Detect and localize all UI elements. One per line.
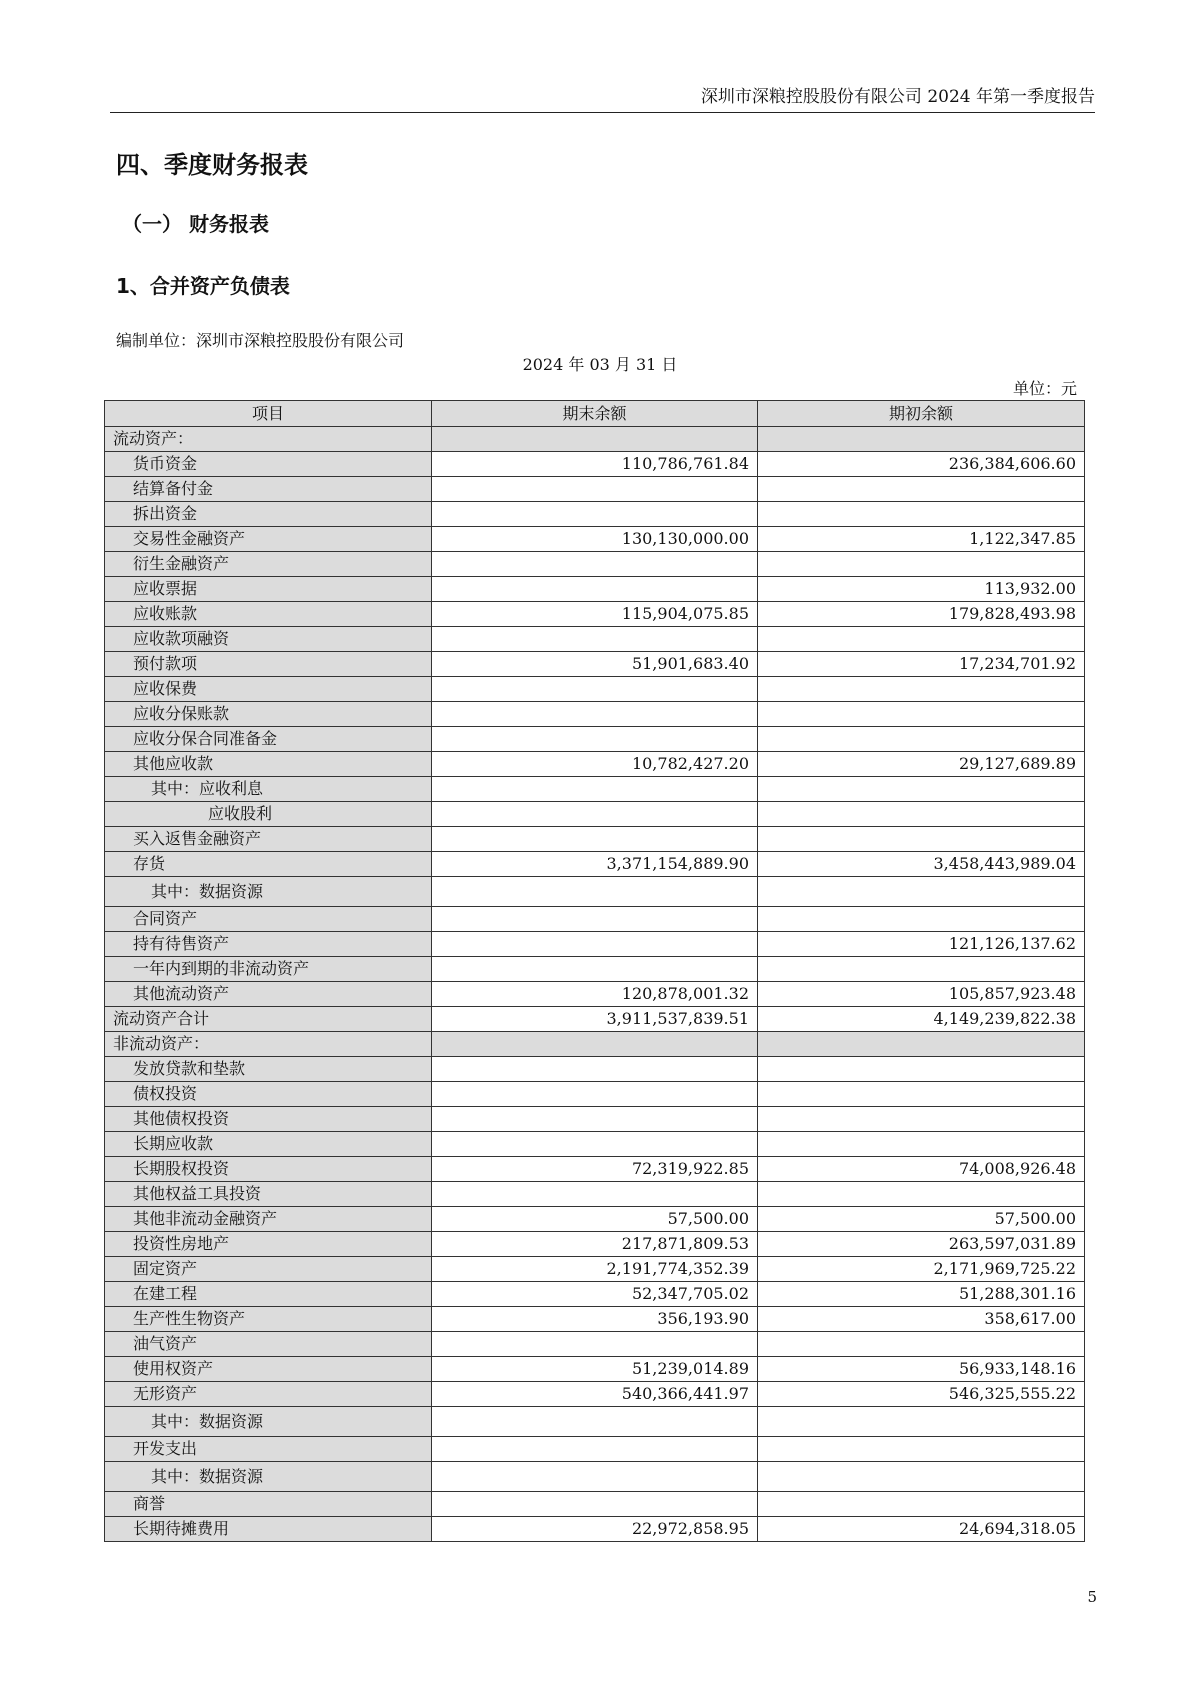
table-row: [105, 1492, 1085, 1517]
row-label: 发放贷款和垫款: [105, 1057, 432, 1082]
period-begin-value: 546,325,555.22: [758, 1382, 1085, 1407]
period-end-value: 115,904,075.85: [432, 602, 758, 627]
period-begin-value: 113,932.00: [758, 577, 1085, 602]
row-label: 衍生金融资产: [105, 552, 432, 577]
period-end-value: [432, 477, 758, 502]
row-label: 买入返售金融资产: [105, 827, 432, 852]
table-row: [105, 1382, 1085, 1407]
row-label: 其中：数据资源: [105, 1407, 432, 1437]
period-end-value: [432, 957, 758, 982]
period-begin-value: [758, 1462, 1085, 1492]
period-end-value: [432, 1437, 758, 1462]
row-label: 生产性生物资产: [105, 1307, 432, 1332]
period-begin-value: [758, 1032, 1085, 1057]
report-date: 2024 年 03 月 31 日: [522, 355, 678, 374]
period-end-value: [432, 932, 758, 957]
table-row: [105, 652, 1085, 677]
row-label: 应收分保合同准备金: [105, 727, 432, 752]
row-label: 其他流动资产: [105, 982, 432, 1007]
table-row: [105, 752, 1085, 777]
period-end-value: [432, 907, 758, 932]
period-end-value: 217,871,809.53: [432, 1232, 758, 1257]
row-label: 在建工程: [105, 1282, 432, 1307]
period-end-value: [432, 1082, 758, 1107]
period-begin-value: [758, 627, 1085, 652]
table-row: [105, 727, 1085, 752]
row-label: 长期应收款: [105, 1132, 432, 1157]
period-end-value: [432, 1332, 758, 1357]
row-label: 无形资产: [105, 1382, 432, 1407]
row-label: 其他应收款: [105, 752, 432, 777]
balance-sheet-table: [104, 400, 1085, 1542]
period-begin-value: [758, 477, 1085, 502]
period-begin-value: [758, 502, 1085, 527]
table-row: [105, 1307, 1085, 1332]
row-label: 应收保费: [105, 677, 432, 702]
period-begin-value: [758, 427, 1085, 452]
period-end-value: [432, 1057, 758, 1082]
period-end-value: 3,371,154,889.90: [432, 852, 758, 877]
reporting-entity: 编制单位：深圳市深粮控股股份有限公司: [116, 331, 405, 350]
period-end-value: 120,878,001.32: [432, 982, 758, 1007]
table-row: [105, 852, 1085, 877]
column-header-item: 项目: [105, 401, 432, 427]
table-row: [105, 907, 1085, 932]
table-header-row: [105, 401, 1085, 427]
table-row: [105, 1207, 1085, 1232]
row-label: 其他非流动金融资产: [105, 1207, 432, 1232]
period-end-value: [432, 1032, 758, 1057]
period-end-value: [432, 577, 758, 602]
period-begin-value: 56,933,148.16: [758, 1357, 1085, 1382]
row-label: 应收股利: [105, 802, 432, 827]
period-end-value: 52,347,705.02: [432, 1282, 758, 1307]
row-label: 结算备付金: [105, 477, 432, 502]
table-row: [105, 677, 1085, 702]
period-end-value: 110,786,761.84: [432, 452, 758, 477]
period-end-value: [432, 502, 758, 527]
row-label: 长期待摊费用: [105, 1517, 432, 1542]
period-begin-value: [758, 1492, 1085, 1517]
row-label: 拆出资金: [105, 502, 432, 527]
table-row: [105, 1057, 1085, 1082]
period-begin-value: [758, 1407, 1085, 1437]
table-row: [105, 477, 1085, 502]
table-row: [105, 1517, 1085, 1542]
table-row: [105, 982, 1085, 1007]
table-row: [105, 577, 1085, 602]
report-title: 深圳市深粮控股股份有限公司 2024 年第一季度报告: [700, 87, 1095, 107]
period-end-value: 57,500.00: [432, 1207, 758, 1232]
section-heading: 四、季度财务报表: [116, 151, 308, 179]
table-row: [105, 1232, 1085, 1257]
table-row: [105, 1107, 1085, 1132]
period-end-value: 72,319,922.85: [432, 1157, 758, 1182]
table-row: [105, 627, 1085, 652]
table-row: [105, 877, 1085, 907]
table-row: [105, 1407, 1085, 1437]
period-end-value: [432, 627, 758, 652]
period-begin-value: 263,597,031.89: [758, 1232, 1085, 1257]
period-end-value: 51,901,683.40: [432, 652, 758, 677]
row-label: 其中：数据资源: [105, 877, 432, 907]
table-row: [105, 1437, 1085, 1462]
period-end-value: [432, 1492, 758, 1517]
period-begin-value: [758, 957, 1085, 982]
row-label: 其中：数据资源: [105, 1462, 432, 1492]
period-end-value: [432, 1182, 758, 1207]
period-end-value: [432, 777, 758, 802]
table-row: [105, 527, 1085, 552]
row-label: 流动资产：: [105, 427, 432, 452]
period-begin-value: [758, 1332, 1085, 1357]
period-begin-value: 105,857,923.48: [758, 982, 1085, 1007]
period-begin-value: [758, 907, 1085, 932]
period-begin-value: 24,694,318.05: [758, 1517, 1085, 1542]
row-label: 应收票据: [105, 577, 432, 602]
period-begin-value: 17,234,701.92: [758, 652, 1085, 677]
table-row: [105, 1157, 1085, 1182]
period-begin-value: [758, 702, 1085, 727]
row-label: 预付款项: [105, 652, 432, 677]
table-row: [105, 1357, 1085, 1382]
table-row: [105, 452, 1085, 477]
period-begin-value: 236,384,606.60: [758, 452, 1085, 477]
period-end-value: 51,239,014.89: [432, 1357, 758, 1382]
period-end-value: 22,972,858.95: [432, 1517, 758, 1542]
period-begin-value: [758, 552, 1085, 577]
period-begin-value: [758, 1132, 1085, 1157]
period-begin-value: 121,126,137.62: [758, 932, 1085, 957]
running-header: [110, 84, 1095, 113]
row-label: 其他权益工具投资: [105, 1182, 432, 1207]
row-label: 应收款项融资: [105, 627, 432, 652]
period-begin-value: 51,288,301.16: [758, 1282, 1085, 1307]
table-row: [105, 1082, 1085, 1107]
period-begin-value: [758, 1082, 1085, 1107]
period-begin-value: 4,149,239,822.38: [758, 1007, 1085, 1032]
table-row: [105, 1007, 1085, 1032]
period-end-value: [432, 827, 758, 852]
period-begin-value: [758, 1437, 1085, 1462]
period-end-value: [432, 552, 758, 577]
period-end-value: 356,193.90: [432, 1307, 758, 1332]
table-row: [105, 932, 1085, 957]
row-label: 应收分保账款: [105, 702, 432, 727]
period-begin-value: [758, 1107, 1085, 1132]
period-end-value: [432, 1407, 758, 1437]
period-begin-value: 179,828,493.98: [758, 602, 1085, 627]
period-begin-value: [758, 677, 1085, 702]
period-end-value: 10,782,427.20: [432, 752, 758, 777]
row-label: 商誉: [105, 1492, 432, 1517]
period-end-value: [432, 702, 758, 727]
row-label: 交易性金融资产: [105, 527, 432, 552]
period-begin-value: 1,122,347.85: [758, 527, 1085, 552]
row-label: 债权投资: [105, 1082, 432, 1107]
table-row: [105, 827, 1085, 852]
currency-unit: 单位：元: [1012, 379, 1077, 398]
row-label: 非流动资产：: [105, 1032, 432, 1057]
period-end-value: [432, 427, 758, 452]
period-end-value: [432, 1132, 758, 1157]
period-begin-value: 2,171,969,725.22: [758, 1257, 1085, 1282]
table-row: [105, 1332, 1085, 1357]
table-row: [105, 602, 1085, 627]
table-row: [105, 1032, 1085, 1057]
row-label: 其中：应收利息: [105, 777, 432, 802]
row-label: 存货: [105, 852, 432, 877]
row-label: 投资性房地产: [105, 1232, 432, 1257]
period-end-value: 2,191,774,352.39: [432, 1257, 758, 1282]
period-end-value: [432, 727, 758, 752]
period-begin-value: [758, 1182, 1085, 1207]
row-label: 流动资产合计: [105, 1007, 432, 1032]
period-end-value: [432, 877, 758, 907]
period-begin-value: [758, 777, 1085, 802]
period-end-value: 130,130,000.00: [432, 527, 758, 552]
row-label: 持有待售资产: [105, 932, 432, 957]
table-row: [105, 427, 1085, 452]
table-body: [105, 427, 1085, 1542]
table-heading: 1、合并资产负债表: [116, 274, 290, 298]
period-end-value: [432, 1107, 758, 1132]
table-row: [105, 1257, 1085, 1282]
table-row: [105, 1182, 1085, 1207]
period-begin-value: 74,008,926.48: [758, 1157, 1085, 1182]
period-begin-value: [758, 727, 1085, 752]
row-label: 合同资产: [105, 907, 432, 932]
row-label: 固定资产: [105, 1257, 432, 1282]
period-end-value: [432, 802, 758, 827]
period-end-value: [432, 677, 758, 702]
period-end-value: [432, 1462, 758, 1492]
column-header-period-end: 期末余额: [432, 401, 758, 427]
page-number: 5: [1087, 1588, 1097, 1606]
column-header-period-begin: 期初余额: [758, 401, 1085, 427]
table-row: [105, 777, 1085, 802]
table-row: [105, 957, 1085, 982]
period-begin-value: 29,127,689.89: [758, 752, 1085, 777]
period-begin-value: 3,458,443,989.04: [758, 852, 1085, 877]
table-row: [105, 1282, 1085, 1307]
period-begin-value: [758, 1057, 1085, 1082]
table-row: [105, 1132, 1085, 1157]
period-end-value: 3,911,537,839.51: [432, 1007, 758, 1032]
row-label: 一年内到期的非流动资产: [105, 957, 432, 982]
table-row: [105, 502, 1085, 527]
row-label: 其他债权投资: [105, 1107, 432, 1132]
period-begin-value: [758, 877, 1085, 907]
row-label: 使用权资产: [105, 1357, 432, 1382]
row-label: 货币资金: [105, 452, 432, 477]
table-row: [105, 552, 1085, 577]
period-begin-value: 57,500.00: [758, 1207, 1085, 1232]
row-label: 长期股权投资: [105, 1157, 432, 1182]
row-label: 油气资产: [105, 1332, 432, 1357]
table-row: [105, 702, 1085, 727]
row-label: 开发支出: [105, 1437, 432, 1462]
period-begin-value: [758, 802, 1085, 827]
period-begin-value: 358,617.00: [758, 1307, 1085, 1332]
period-end-value: 540,366,441.97: [432, 1382, 758, 1407]
subsection-heading: （一） 财务报表: [122, 212, 269, 236]
period-begin-value: [758, 827, 1085, 852]
table-row: [105, 802, 1085, 827]
row-label: 应收账款: [105, 602, 432, 627]
table-row: [105, 1462, 1085, 1492]
